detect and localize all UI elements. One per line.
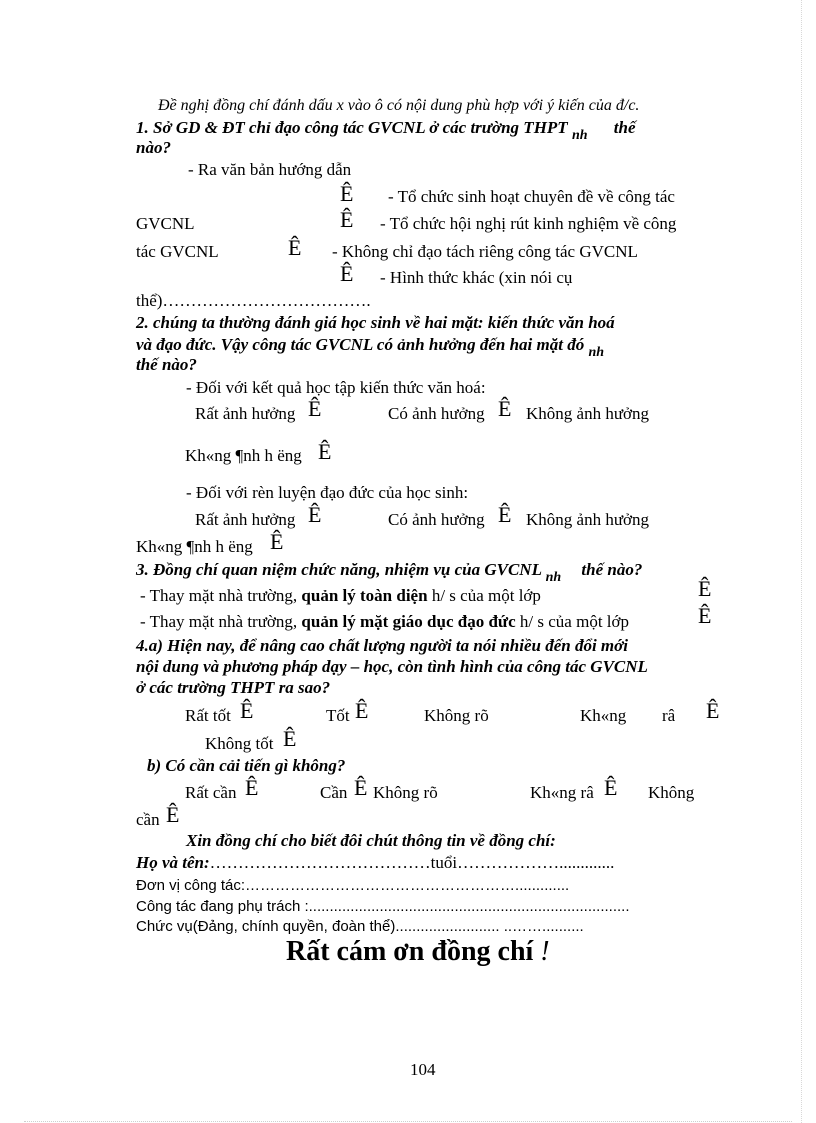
q2b-none-label: Không ảnh hưởng (526, 510, 650, 529)
q1-option-conference: - Tổ chức hội nghị rút kinh nghiệm về công (380, 214, 677, 233)
q2a-very-label: Rất ảnh hưởng (195, 404, 296, 423)
checkbox-q4b-unclear[interactable]: Ê (604, 775, 618, 800)
q2-title-line1: 2. chúng ta thường đánh giá học sinh về hai mặt: kiến thức văn hoá (136, 313, 615, 332)
checkbox-q2b-none[interactable]: Ê (270, 529, 284, 554)
checkbox-q1-opt2[interactable]: Ê (340, 207, 354, 232)
info-charge-field[interactable]: Công tác đang phụ trách :............................................................................. (136, 898, 630, 915)
checkbox-q4b-very-needed[interactable]: Ê (245, 775, 259, 800)
q4a-unclear-garbled-label: Kh«ng (580, 706, 627, 725)
q4b-unclear-label: Không rõ (373, 783, 438, 802)
checkbox-q4a-unclear[interactable]: Ê (706, 698, 720, 723)
q1-other-dots: thể)………………………………. (136, 291, 371, 310)
checkbox-q4a-very-good[interactable]: Ê (240, 698, 254, 723)
q1-title-line2: nào? (136, 138, 171, 157)
q3-option-comprehensive: - Thay mặt nhà trường, quản lý toàn diện h/ s của một lớp (140, 586, 541, 605)
q4a-good-label: Tốt (326, 706, 350, 725)
q4-title-line3: ở các trường THPT ra sao? (136, 678, 331, 697)
q2a-some-label: Có ảnh hưởng (388, 404, 485, 423)
q3-option-ethics: - Thay mặt nhà trường, quản lý mặt giáo dục đạo đức h/ s của một lớp (140, 612, 630, 631)
checkbox-q3-opt2[interactable]: Ê (698, 603, 712, 628)
q1-option-seminar: - Tổ chức sinh hoạt chuyên đề về công tác (388, 187, 675, 206)
q2-title-line2: và đạo đức. Vậy công tác GVCNL có ảnh hưởng đến hai mặt đó $_{nh}$ (136, 335, 605, 360)
thanks-text: Rất cám ơn đồng chí ! (286, 936, 550, 967)
q4a-unclear-garbled-label-2: râ (662, 706, 676, 725)
checkbox-q4a-good[interactable]: Ê (355, 698, 369, 723)
checkbox-q2a-none[interactable]: Ê (318, 439, 332, 464)
checkbox-q4b-not-needed[interactable]: Ê (166, 802, 180, 827)
checkbox-q3-opt1[interactable]: Ê (698, 576, 712, 601)
q2-sub-culture: - Đối với kết quả học tập kiến thức văn hoá: (186, 378, 486, 397)
q2-title-line3: thế nào? (136, 355, 197, 374)
q4b-very-needed-label: Rất cần (185, 783, 237, 802)
q1-gvcnl-label: GVCNL (136, 214, 195, 233)
info-unit-field[interactable]: Đơn vị công tác:………………………………………………............. (136, 877, 570, 894)
q4b-not-needed-label: Không (648, 783, 695, 802)
q4b-title: b) Có cần cải tiến gì không? (147, 756, 346, 775)
q2a-garbled-label: Kh«ng ¶nh h ëng (185, 446, 302, 465)
info-name-row: Họ và tên:…………………………………tuổi………………............. (136, 853, 615, 872)
checkbox-q2b-some[interactable]: Ê (498, 502, 512, 527)
q3-title: 3. Đồng chí quan niệm chức năng, nhiệm vụ của GVCNL $_{nh}$ thế nào? (136, 560, 643, 585)
info-name-field[interactable]: …………………………………tuổi………………............. (209, 853, 615, 872)
intro-text: Đề nghị đồng chí đánh dấu x vào ô có nội dung phù hợp với ý kiến của đ/c. (158, 97, 640, 114)
q2b-very-label: Rất ảnh hưởng (195, 510, 296, 529)
q4a-very-good-label: Rất tốt (185, 706, 231, 725)
info-title: Xin đồng chí cho biết đôi chút thông tin về đồng chí: (186, 831, 556, 850)
q4-title-line2: nội dung và phương pháp dạy – học, còn tình hình của công tác GVCNL (136, 657, 648, 676)
page-right-border (801, 0, 802, 1123)
q1-tac-gvcnl-label: tác GVCNL (136, 242, 219, 261)
q1-option-guidance: - Ra văn bản hướng dẫn (188, 160, 352, 179)
q1-title-line1: 1. Sở GD & ĐT chỉ đạo công tác GVCNL ở các trường THPT $_{nh}$ thế (136, 118, 636, 143)
checkbox-q1-opt3[interactable]: Ê (288, 235, 302, 260)
checkbox-q2b-very[interactable]: Ê (308, 502, 322, 527)
checkbox-q1-opt1[interactable]: Ê (340, 181, 354, 206)
q2b-garbled-label: Kh«ng ¶nh h ëng (136, 537, 253, 556)
checkbox-q4a-not-good[interactable]: Ê (283, 726, 297, 751)
q4a-not-good-label: Không tốt (205, 734, 274, 753)
info-role-field[interactable]: Chức vụ(Đảng, chính quyền, đoàn thể)......................... ..…….......... (136, 918, 584, 935)
page-number: 104 (410, 1060, 436, 1079)
q2a-none-label: Không ảnh hưởng (526, 404, 650, 423)
checkbox-q2a-very[interactable]: Ê (308, 396, 322, 421)
q4b-needed-label: Cần (320, 783, 348, 802)
q4b-not-needed-label-2: cần (136, 810, 160, 829)
q1-option-no-direction: - Không chỉ đạo tách riêng công tác GVCNL (332, 242, 638, 261)
q2b-some-label: Có ảnh hưởng (388, 510, 485, 529)
checkbox-q4b-needed[interactable]: Ê (354, 775, 368, 800)
q4-title-line1: 4.a) Hiện nay, để nâng cao chất lượng người ta nói nhiều đến đổi mới (136, 636, 628, 655)
page-bottom-border (24, 1121, 792, 1122)
q1-option-other: - Hình thức khác (xin nói cụ (380, 268, 573, 287)
q2-sub-ethics: - Đối với rèn luyện đạo đức của học sinh: (186, 483, 469, 502)
checkbox-q2a-some[interactable]: Ê (498, 396, 512, 421)
q4b-unclear-garbled-label: Kh«ng râ (530, 783, 594, 802)
q4a-unclear-label: Không rõ (424, 706, 489, 725)
checkbox-q1-opt4[interactable]: Ê (340, 261, 354, 286)
